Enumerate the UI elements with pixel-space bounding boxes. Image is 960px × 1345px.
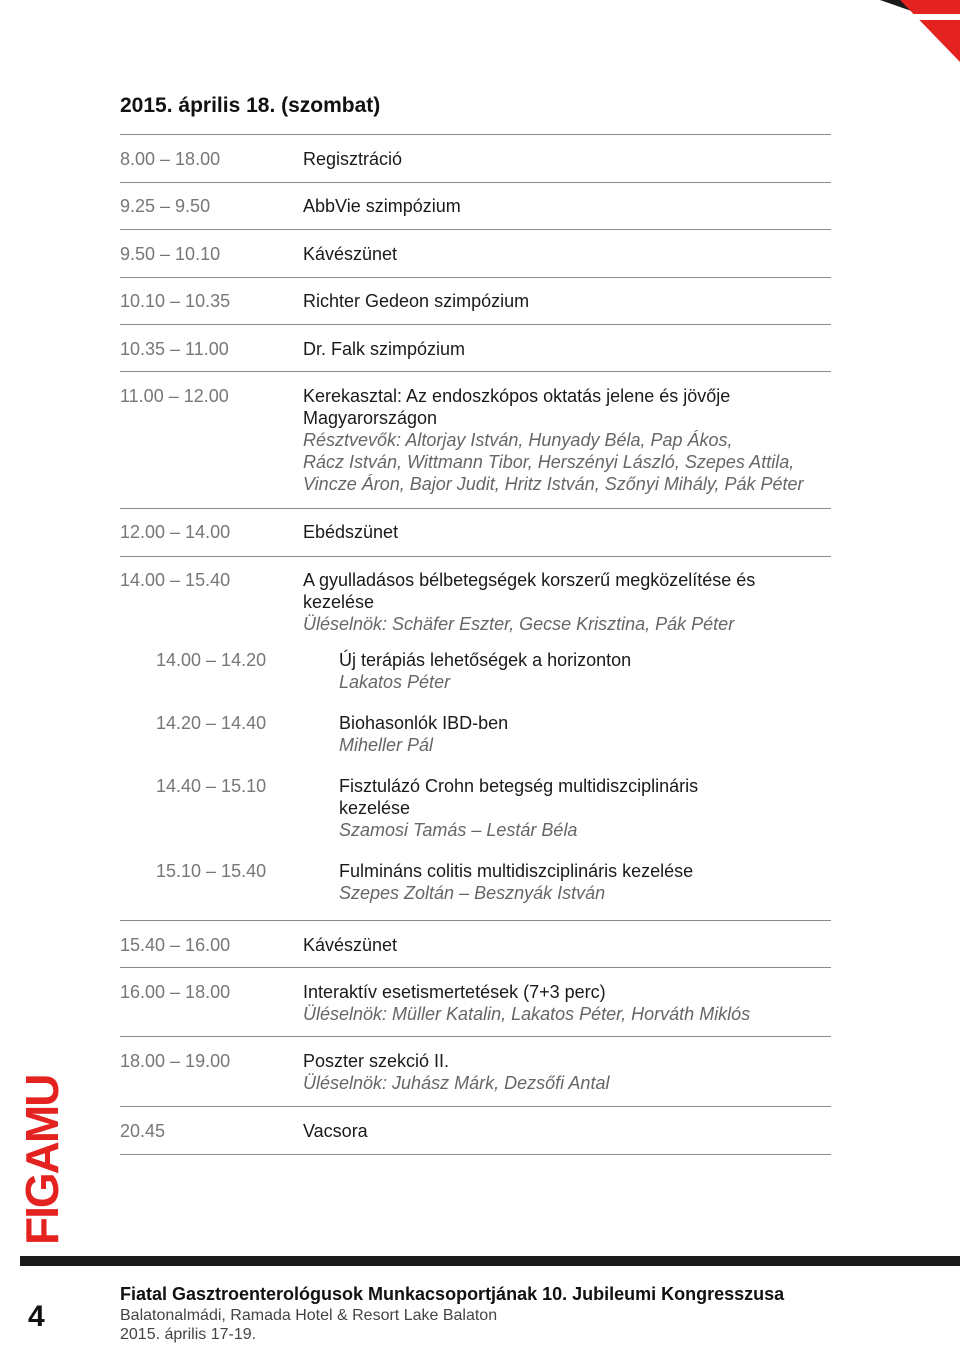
divider <box>120 134 831 135</box>
time: 14.00 – 15.40 <box>120 570 231 590</box>
session-title: Vacsora <box>303 1121 368 1141</box>
session-title: Poszter szekció II. <box>303 1051 450 1071</box>
session-title: Dr. Falk szimpózium <box>303 339 466 359</box>
session-title: Interaktív esetismertetések (7+3 perc) <box>303 982 606 1002</box>
chairs: Üléselnök: Müller Katalin, Lakatos Péter, Horváth Miklós <box>303 1004 751 1024</box>
divider <box>120 229 831 230</box>
corner-decoration <box>0 0 960 70</box>
divider <box>120 371 831 372</box>
talk-title: Biohasonlók IBD-ben <box>339 713 509 733</box>
divider <box>120 920 831 921</box>
time: 18.00 – 19.00 <box>120 1051 231 1071</box>
talk-title: Új terápiás lehetőségek a horizonton <box>339 650 632 670</box>
time: 9.25 – 9.50 <box>120 196 211 216</box>
session-title: Kávészünet <box>303 935 398 955</box>
session-title: Kávészünet <box>303 244 398 264</box>
venue: Balatonalmádi, Ramada Hotel & Resort Lake Balaton <box>120 1307 498 1324</box>
session-title: Magyarországon <box>303 408 438 428</box>
session-title: AbbVie szimpózium <box>303 196 461 216</box>
participants: Vincze Áron, Bajor Judit, Hritz István, Szőnyi Mihály, Pák Péter <box>303 474 804 494</box>
time: 11.00 – 12.00 <box>120 386 229 406</box>
speaker: Miheller Pál <box>339 735 434 755</box>
talk-title: Fulmináns colitis multidiszciplináris kezelése <box>339 861 694 881</box>
time: 14.20 – 14.40 <box>156 713 267 733</box>
session-title: Ebédszünet <box>303 522 399 542</box>
chairs: Üléselnök: Juhász Márk, Dezsőfi Antal <box>303 1073 610 1093</box>
session-title: A gyulladásos bélbetegségek korszerű megközelítése és <box>303 570 756 590</box>
session-title: Kerekasztal: Az endoszkópos oktatás jelene és jövője <box>303 386 731 406</box>
session-title: Regisztráció <box>303 149 403 169</box>
session-title: Richter Gedeon szimpózium <box>303 291 530 311</box>
congress-title: Fiatal Gasztroenterológusok Munkacsoportjának 10. Jubileumi Kongresszusa <box>120 1284 785 1304</box>
time: 15.40 – 16.00 <box>120 935 231 955</box>
svg-text:FIGAMU: FIGAMU <box>16 1075 68 1245</box>
divider <box>120 556 831 557</box>
participants: Résztvevők: Altorjay István, Hunyady Béla, Pap Ákos, <box>303 430 733 450</box>
divider <box>120 1106 831 1107</box>
time: 15.10 – 15.40 <box>156 861 267 881</box>
participants: Rácz István, Wittmann Tibor, Herszényi László, Szepes Attila, <box>303 452 795 472</box>
divider <box>120 182 831 183</box>
time: 14.40 – 15.10 <box>156 776 267 796</box>
divider <box>120 1154 831 1155</box>
talk-title: Fisztulázó Crohn betegség multidiszciplináris <box>339 776 699 796</box>
time: 16.00 – 18.00 <box>120 982 231 1002</box>
talk-title: kezelése <box>339 798 411 818</box>
time: 10.10 – 10.35 <box>120 291 231 311</box>
time: 20.45 <box>120 1121 166 1141</box>
page-number: 4 <box>28 1300 45 1333</box>
time: 9.50 – 10.10 <box>120 244 221 264</box>
divider <box>120 324 831 325</box>
day-title: 2015. április 18. (szombat) <box>120 94 381 117</box>
divider <box>120 277 831 278</box>
time: 12.00 – 14.00 <box>120 522 231 542</box>
speaker: Szepes Zoltán – Besznyák István <box>339 883 606 903</box>
figamu-logo <box>16 1075 68 1245</box>
divider <box>120 508 831 509</box>
speaker: Lakatos Péter <box>339 672 451 692</box>
time: 8.00 – 18.00 <box>120 149 221 169</box>
footer-bar <box>20 1256 960 1266</box>
time: 10.35 – 11.00 <box>120 339 229 359</box>
speaker: Szamosi Tamás – Lestár Béla <box>339 820 578 840</box>
session-title: kezelése <box>303 592 375 612</box>
chairs: Üléselnök: Schäfer Eszter, Gecse Krisztina, Pák Péter <box>303 614 735 634</box>
time: 14.00 – 14.20 <box>156 650 267 670</box>
divider <box>120 1036 831 1037</box>
divider <box>120 967 831 968</box>
dates: 2015. április 17-19. <box>120 1326 257 1343</box>
